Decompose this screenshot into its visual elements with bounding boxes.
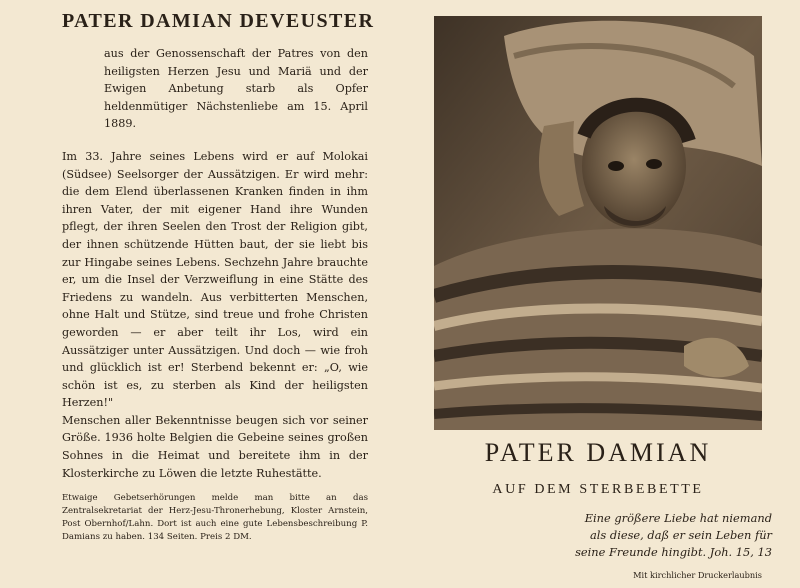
imprimatur-note: Mit kirchlicher Druckerlaubnis [633,570,762,580]
quote-line: seine Freunde hingibt. Joh. 15, 13 [575,545,772,559]
deathbed-photo [434,16,762,430]
biography-paragraph-1: Im 33. Jahre seines Lebens wird er auf Molokai (Südsee) Seelsorger der Aussätzigen. Er wird mehr: die dem Elend überlassenen Kranken finden in ihm ihren Vater, der mit eigener Hand ihre Wunden pflegt, der ihren Seelen den Trost der Religion gibt, der ihnen schützende Hütten baut, der sie liebt bis zur Hingabe seines Lebens. Sechzehn Jahre brauchte er, um die Insel der Verzweiflung in eine Stätte des Friedens zu wandeln. Aus verbitterten Menschen, ohne Halt und Stütze, sind treue und frohe Christen geworden — er aber teilt ihr Los, wird ein Aussätziger unter Aussätzigen. Und doch — wie froh und glücklich ist er! Sterbend bekennt er: „O, wie schön ist es, zu sterben als Kind der heiligsten Herzen!" [62,149,368,410]
left-panel [62,10,375,544]
biography-paragraph-2: Menschen aller Bekenntnisse beugen sich vor seiner Größe. 1936 holte Belgien die Gebeine seines großen Sohnes in die Heimat und bereitete ihm in der Klosterkirche zu Löwen die letzte Ruhestätte. [62,413,368,480]
card-subtitle: AUF DEM STERBEBETTE [492,482,704,497]
quote-line: als diese, daß er sein Leben für [590,528,772,542]
card-title: PATER DAMIAN [484,438,712,467]
biography-text [62,148,368,482]
deathbed-photo-illustration [434,16,762,430]
bible-quote [510,510,772,561]
intro-text: aus der Genossenschaft der Patres von den heiligsten Herzen Jesu und Mariä und der Ewigen Anbetung starb als Opfer heldenmütiger Nächstenliebe am 15. April 1889. [104,47,368,131]
contact-note: Etwaige Gebetserhörungen melde man bitte an das Zentralsekretariat der Herz-Jesu-Thronerhebung, Kloster Arnstein, Post Obernhof/Lahn. Dort ist auch eine gute Lebensbeschreibung P. Damians zu haben. 134 Seiten. Preis 2 DM. [62,493,368,543]
page-title: PATER DAMIAN DEVEUSTER [62,10,375,32]
quote-line: Eine größere Liebe hat niemand [584,511,772,525]
